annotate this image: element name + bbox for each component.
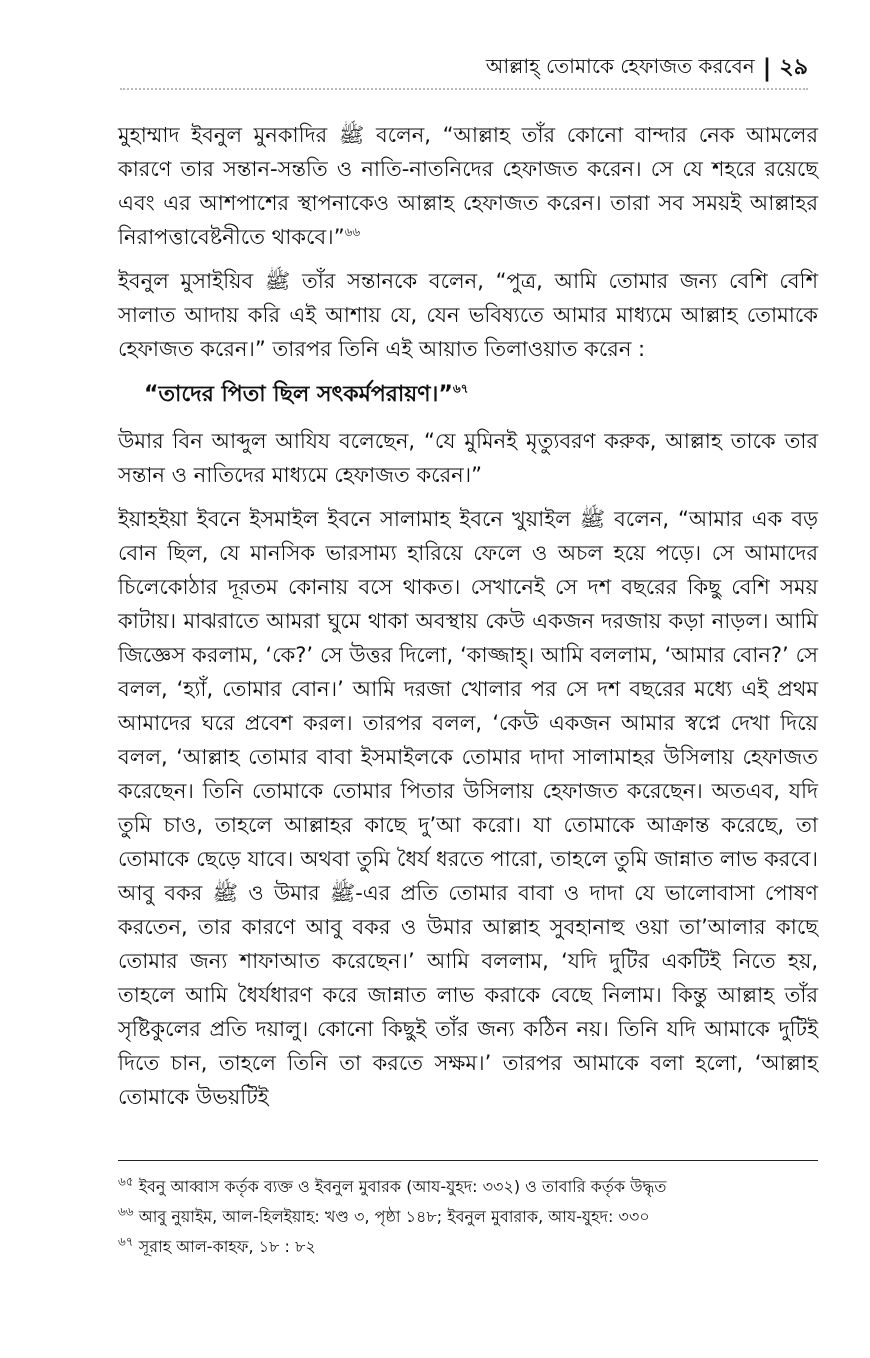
footnote-ref-67: ৬৭ — [452, 381, 469, 396]
quran-quote: “তাদের পিতা ছিল সৎকর্মপরায়ণ।”$^{৬৭}$ — [144, 381, 469, 407]
footnote-66: $^{৬৬}$ আবু নুয়াইম, আল-হিলইয়াহ: খণ্ড ৩, পৃষ্ঠা ১৪৮; ইবনুল মুবারাক, আয-যুহদ: ৩৩০ — [118, 1204, 650, 1226]
paragraph-2: ইবনুল মুসাইয়িব ﷺ তাঁর সন্তানকে বলেন, “পুত্র, আমি তোমার জন্য বেশি বেশি সালাত আদায় করি এই আশায় যে, যেন ভবিষ্যতে আমার মাধ্যমে আল্লাহ তোমাকে হেফাজত করেন।” তারপর তিনি এই আয়াত তিলাওয়াত করেন : — [118, 269, 818, 361]
paragraph-3: উমার বিন আব্দুল আযিয বলেছেন, “যে মুমিনই মৃত্যুবরণ করুক, আল্লাহ তাকে তার সন্তান ও নাতিদের মাধ্যমে হেফাজত করেন।” — [118, 429, 818, 487]
running-header — [120, 50, 808, 86]
footnote-65: $^{৬৫}$ ইবনু আব্বাস কর্তৃক ব্যক্ত ও ইবনুল মুবারক (আয-যুহদ: ৩৩২) ও তাবারি কর্তৃক উদ্ধৃত — [118, 1174, 667, 1196]
footnote-ref-66: ৬৬ — [344, 225, 361, 239]
paragraph-4: ইয়াহইয়া ইবনে ইসমাইল ইবনে সালামাহ ইবনে খুয়াইল ﷺ বলেন, “আমার এক বড় বোন ছিল, যে মানসিক ভারসাম্য হারিয়ে ফেলে ও অচল হয়ে পড়ে। সে আমাদের চিলেকোঠার দূরতম কোনায় বসে থাকত। সেখানেই সে দশ বছরের কিছু বেশি সময় কাটায়। মাঝরাতে আমরা ঘুমে থাকা অবস্থায় কেউ একজন দরজায় কড়া নাড়ল। আমি জিজ্ঞেস করলাম, ‘কে?’ সে উত্তর দিলো, ‘কাজ্জাহ্‌। আমি বললাম, ‘আমার বোন?’ সে বলল, ‘হ্যাঁ, তোমার বোন।’ আমি দরজা খোলার পর সে দশ বছরের মধ্যে এই প্রথম আমাদের ঘরে প্রবেশ করল। তারপর বলল, ‘কেউ একজন আমার স্বপ্নে দেখা দিয়ে বলল, ‘আল্লাহ তোমার বাবা ইসমাইলকে তোমার দাদা সালামাহর উসিলায় হেফাজত করেছেন। তিনি তোমাকে তোমার পিতার উসিলায় হেফাজত করেছেন। অতএব, যদি তুমি চাও, তাহলে আল্লাহর কাছে দু’আ করো। যা তোমাকে আক্রান্ত করেছে, তা তোমাকে ছেড়ে যাবে। অথবা তুমি ধৈর্য ধরতে পারো, তাহলে তুমি জান্নাত লাভ করবে। আবু বকর ﷺ ও উমার ﷺ-এর প্রতি তোমার বাবা ও দাদা যে ভালোবাসা পোষণ করতেন, তার কারণে আবু বকর ও উমার আল্লাহ সুবহানাহু ওয়া তা’আলার কাছে তোমার জন্য শাফাআত করেছেন।’ আমি বললাম, ‘যদি দুটির একটিই নিতে হয়, তাহলে আমি ধৈর্যধারণ করে জান্নাত লাভ করাকে বেছে নিলাম। কিন্তু আল্লাহ তাঁর সৃষ্টিকুলের প্রতি দয়ালু। কোনো কিছুই তাঁর জন্য কঠিন নয়। তিনি যদি আমাকে দুটিই দিতে চান, তাহলে তিনি তা করতে সক্ষম।’ তারপর আমাকে বলা হলো, ‘আল্লাহ তোমাকে উভয়টিই — [118, 507, 818, 1109]
header-separator: | — [762, 54, 772, 82]
footnotes — [118, 1172, 818, 1262]
header-divider — [120, 88, 808, 90]
page-number: ২৯ — [779, 54, 808, 80]
paragraph-1: মুহাম্মাদ ইবনুল মুনকাদির ﷺ বলেন, “আল্লাহ তাঁর কোনো বান্দার নেক আমলের কারণে তার সন্তান-সন্ততি ও নাতি-নাতনিদের হেফাজত করেন। সে যে শহরে রয়েছে এবং এর আশপাশের স্থাপনাকেও আল্লাহ হেফাজত করেন। তারা সব সময়ই আল্লাহর নিরাপত্তাবেষ্টনীতে থাকবে।”$^{৬৬}$ — [118, 123, 818, 249]
footnote-67: $^{৬৭}$ সূরাহ আল-কাহফ, ১৮ : ৮২ — [118, 1234, 316, 1256]
main-text — [118, 118, 818, 1124]
footnote-divider — [118, 1160, 818, 1161]
chapter-title: আল্লাহ্ তোমাকে হেফাজত করবেন — [485, 53, 755, 78]
